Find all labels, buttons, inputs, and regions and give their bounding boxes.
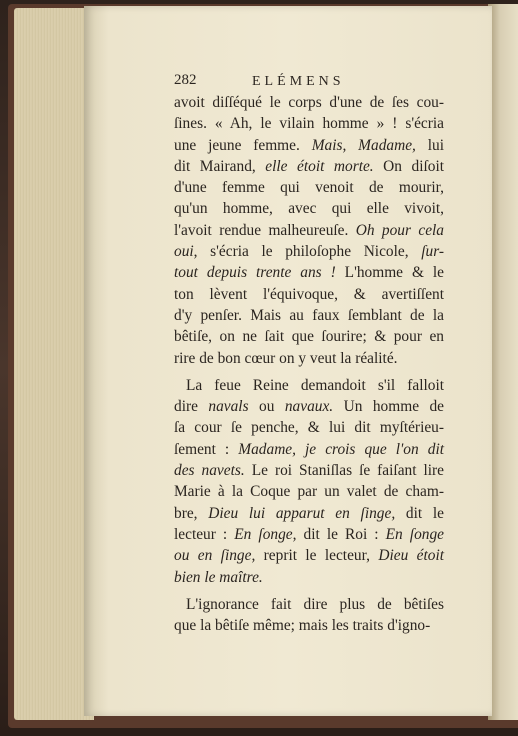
running-head: ELÉMENS xyxy=(252,74,345,89)
text-run: que la bêtiſe même; mais les traits d'igno- xyxy=(174,617,431,635)
page-edges xyxy=(14,8,94,720)
text-run: Marie à la Coque par un valet de cham- xyxy=(174,483,444,501)
text-line xyxy=(174,615,444,636)
text-run: L'homme & le xyxy=(335,264,444,282)
italic-run: Oh pour cela xyxy=(355,221,444,239)
text-run: lecteur : xyxy=(174,525,235,543)
text-run: qu'un homme, avec qui elle vivoit, xyxy=(174,200,444,218)
text-run: avoit diſſéqué le corps d'une de ſes cou- xyxy=(174,94,444,111)
body-text xyxy=(174,92,444,636)
text-line xyxy=(174,135,444,156)
text-run: d'une femme qui venoit de mourir, xyxy=(174,179,444,197)
text-line xyxy=(174,305,444,326)
text-run: , s'écria le philoſophe Nicole, xyxy=(193,243,422,261)
italic-run: Madame, je crois que l'on dit xyxy=(238,440,445,458)
italic-run: navals xyxy=(208,398,249,416)
text-line xyxy=(174,348,444,369)
italic-run: Dieu étoit xyxy=(378,547,444,565)
text-line xyxy=(174,524,444,545)
text-run: ton lèvent l'équivoque, & avertiſſent xyxy=(174,285,444,303)
italic-run: des navets. xyxy=(174,462,245,480)
text-line xyxy=(174,241,444,262)
text-run: l'avoit rendue malheureuſe. xyxy=(174,221,356,239)
text-line xyxy=(174,262,444,283)
text-line xyxy=(174,460,444,481)
text-line xyxy=(174,156,444,177)
text-line xyxy=(174,439,444,460)
text-run: ſines. « Ah, le vilain homme » ! s'écria xyxy=(174,115,444,133)
text-run: ſa cour ſe penche, & lui dit myſtérieu- xyxy=(174,419,444,437)
text-run: ſement : xyxy=(174,440,239,458)
text-run: une jeune femme. xyxy=(174,136,312,154)
page-text xyxy=(174,70,444,636)
page-header xyxy=(174,70,444,92)
text-line xyxy=(174,417,444,438)
text-run: dit le Roi : xyxy=(296,525,386,543)
text-line xyxy=(174,545,444,566)
text-line xyxy=(174,375,444,396)
text-run: bêtiſe, on ne ſait que ſourire; & pour en xyxy=(174,328,444,346)
text-run: dit Mairand, xyxy=(174,157,266,175)
text-line xyxy=(174,113,444,134)
text-run: lui xyxy=(415,136,444,154)
italic-run: ou en ſinge, xyxy=(174,547,256,565)
text-run: On diſoit xyxy=(373,157,444,175)
text-line xyxy=(174,220,444,241)
text-line xyxy=(174,594,444,615)
text-run: reprit le lecteur, xyxy=(255,547,379,565)
text-run: La feue Reine demandoit s'il falloit xyxy=(186,376,444,394)
text-run: Le roi Staniſlas ſe faiſant lire xyxy=(244,462,445,480)
text-line xyxy=(174,92,444,113)
text-line xyxy=(174,198,444,219)
page-number: 282 xyxy=(174,72,197,88)
text-line xyxy=(174,177,444,198)
text-run: Un homme de xyxy=(333,398,444,416)
text-run: ou xyxy=(248,398,285,416)
italic-run: Mais, Madame, xyxy=(311,136,416,154)
text-run: bre, xyxy=(174,504,209,522)
italic-run: Dieu lui apparut en ſinge, xyxy=(208,504,396,522)
text-run: dit le xyxy=(395,504,444,522)
italic-run: En ſonge xyxy=(385,525,444,543)
text-run: L'ignorance fait dire plus de bêtiſes xyxy=(186,595,444,613)
text-line xyxy=(174,567,444,588)
text-run: d'y penſer. Mais au faux ſemblant de la xyxy=(174,306,444,324)
italic-run: bien le maître. xyxy=(174,568,263,586)
italic-run: navaux. xyxy=(284,398,334,416)
italic-run: oui xyxy=(174,243,194,261)
italic-run: tout depuis trente ans ! xyxy=(174,264,336,282)
italic-run: ſur- xyxy=(421,243,444,261)
text-line xyxy=(174,396,444,417)
text-line xyxy=(174,481,444,502)
text-line xyxy=(174,284,444,305)
facing-page-edge xyxy=(488,4,518,720)
text-run: rire de bon cœur on y veut la réalité. xyxy=(174,349,398,367)
text-run: dire xyxy=(174,398,209,416)
italic-run: elle étoit morte. xyxy=(265,157,374,175)
text-line xyxy=(174,326,444,347)
text-line xyxy=(174,503,444,524)
italic-run: En ſonge, xyxy=(234,525,297,543)
